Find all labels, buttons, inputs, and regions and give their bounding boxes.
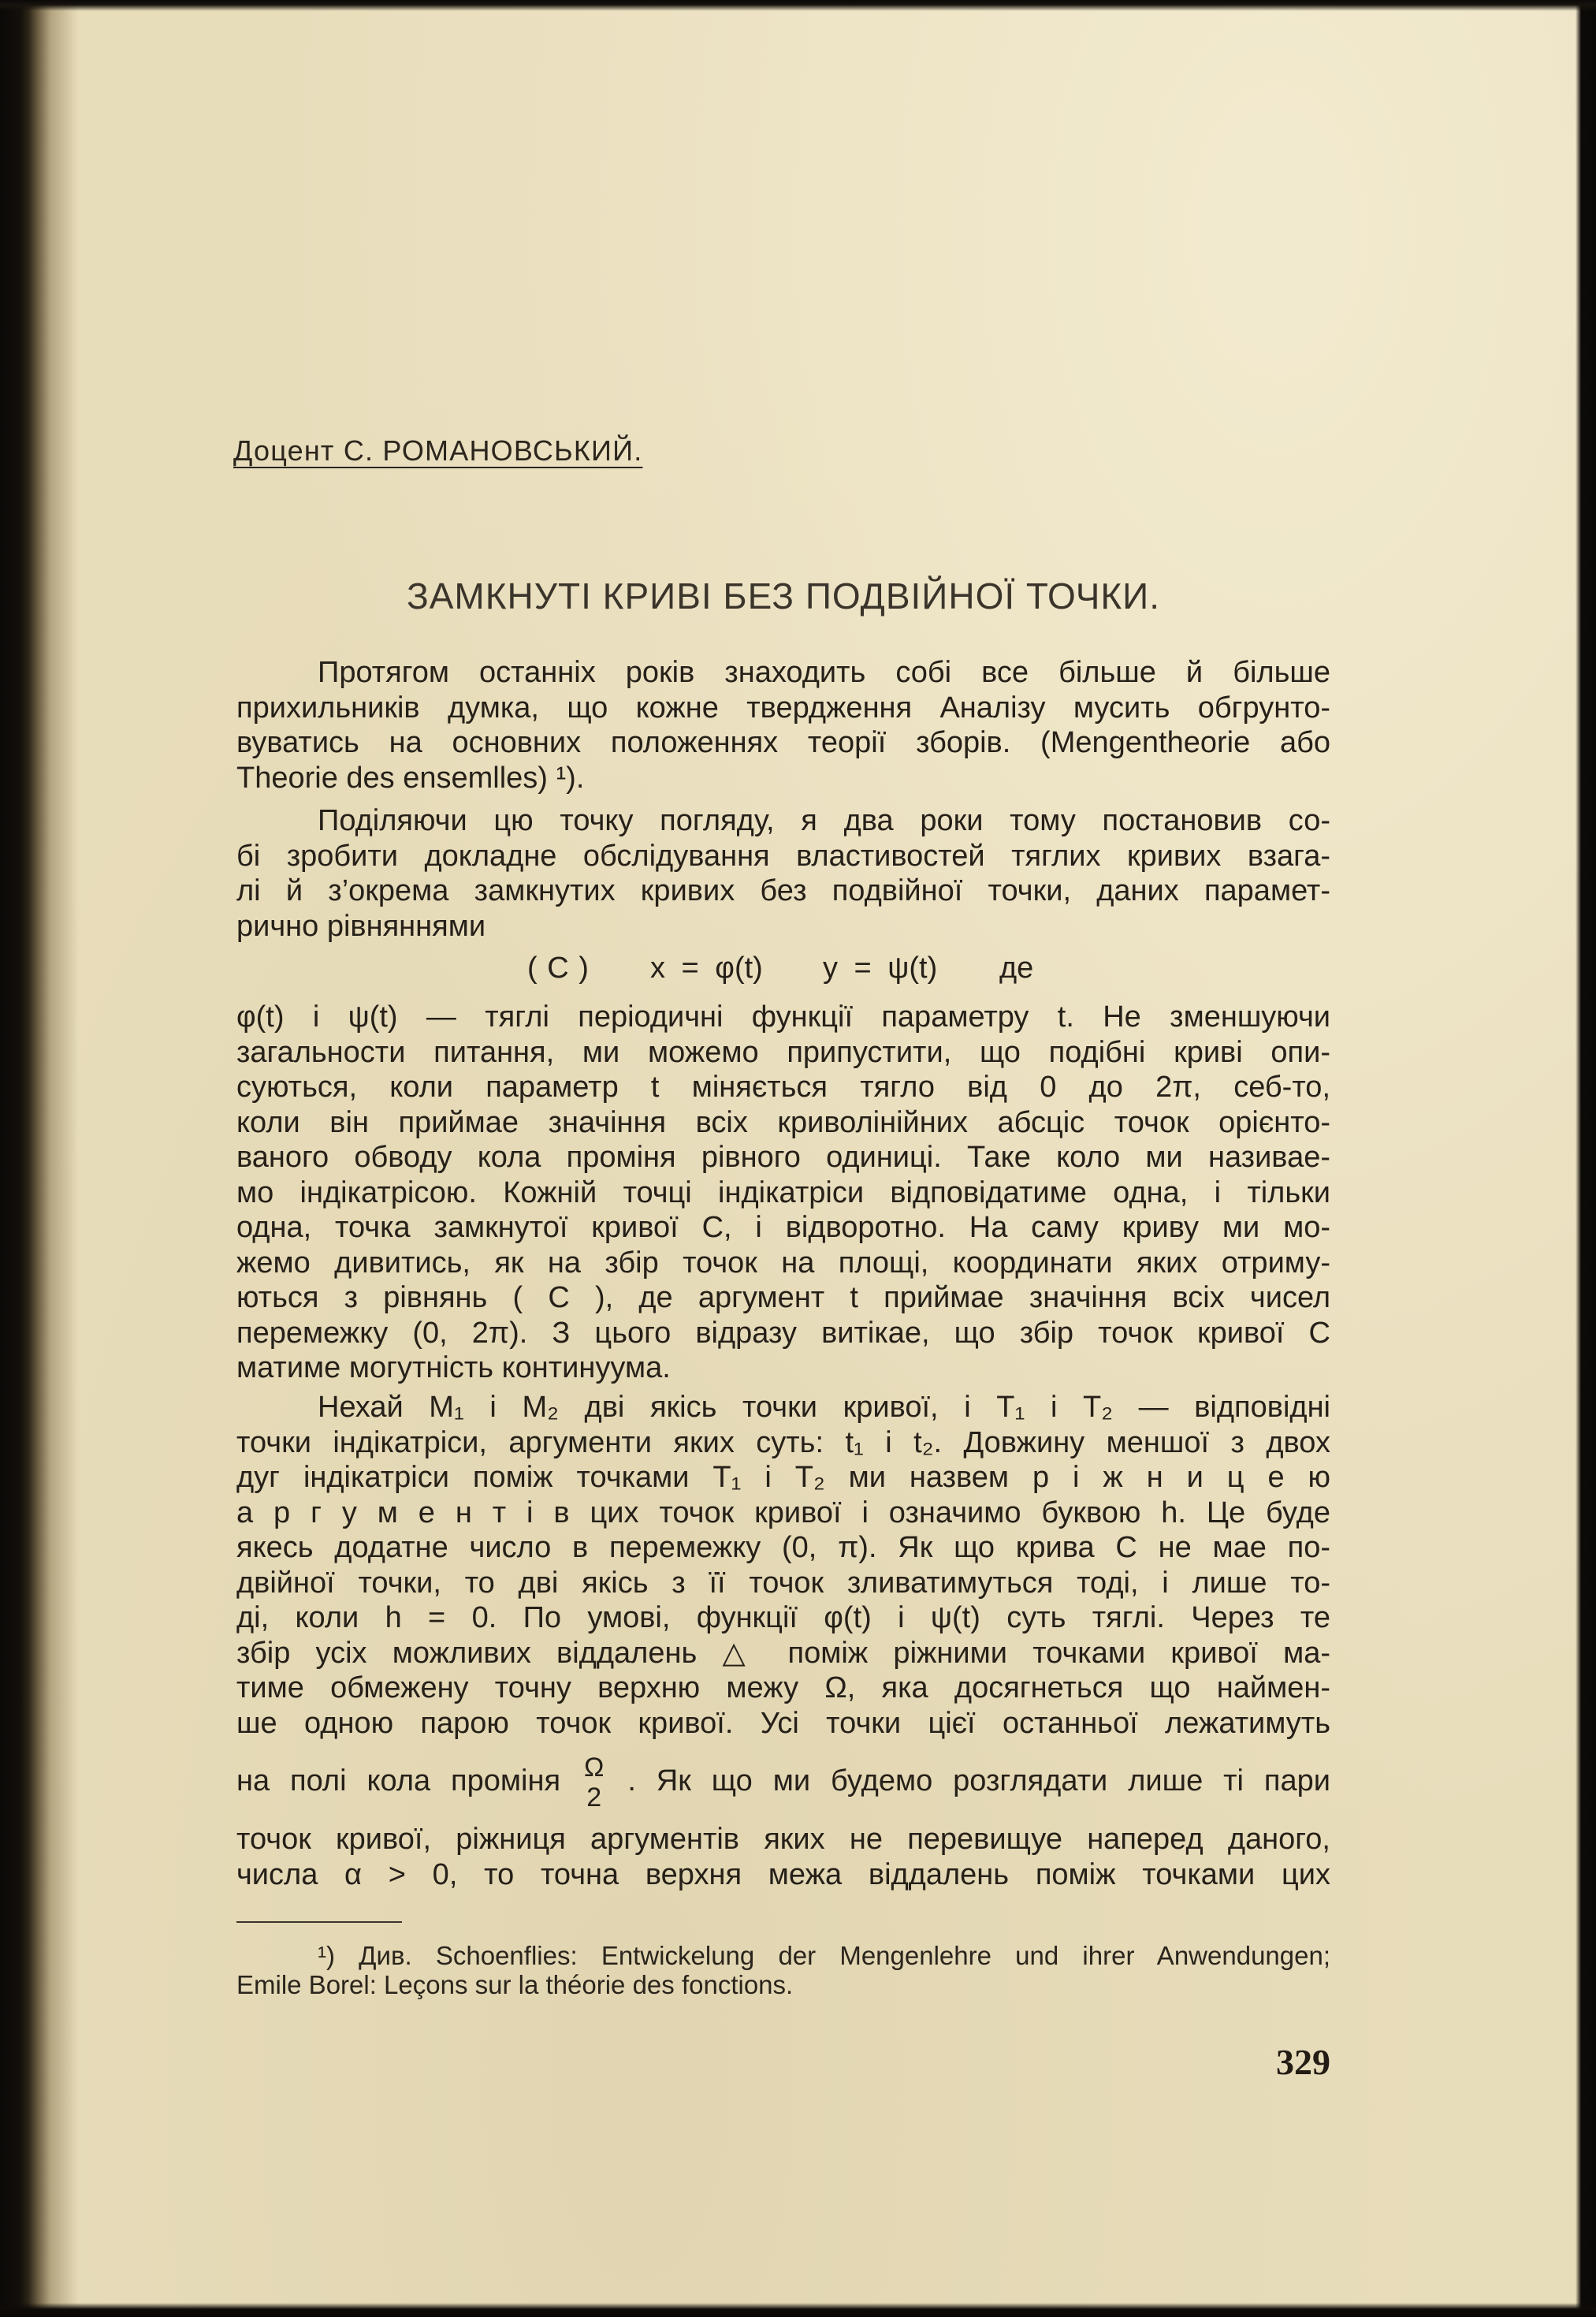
paragraph-4-line-13: числа α > 0, то точна верхня межа віддалень поміж точками цих [236,1857,1330,1891]
paragraph-2-line-4: рично рівняннями [236,909,486,943]
parametric-equation [236,951,1330,986]
body-text [236,655,1330,1892]
paragraph-4-line-10: ше одною парою точок кривої. Усі точки цієї останньої лежатимуть [236,1706,1330,1740]
fraction-numerator: Ω [583,1752,605,1782]
paragraph-3 [236,1000,1330,1386]
paragraph-3-line-8: жемо дивитись, як на збір точок на площі, координати яких отриму- [236,1246,1330,1280]
author-line: Доцент С. РОМАНОВСЬКИЙ. [233,434,643,467]
paragraph-1-line-3: вуватись на основних положеннях теорії зборів. (Mengentheorie або [236,726,1330,759]
paragraph-4-line-6: двійної точки, то дві якісь з її точок зливатимуться тоді, і лише то- [236,1566,1330,1600]
scan-border-left [0,0,79,2317]
omega-half-fraction [584,1753,604,1812]
paragraph-3-line-5: ваного обводу кола проміня рівного одиниці. Таке коло ми називае- [236,1141,1330,1174]
equation-suffix: де [999,952,1034,985]
paragraph-3-line-7: одна, точка замкнутої кривої C, і відворотно. На саму криву ми мо- [236,1211,1330,1244]
paragraph-4-line-2: точки індікатріси, аргументи яких суть: t₁ і t₂. Довжину меншої з двох [236,1425,1330,1459]
paragraph-1 [236,655,1330,795]
footnote-separator [236,1921,402,1923]
paragraph-3-line-6: мо індікатрісою. Кожній точці індікатріси відповідатиме одна, і тільки [236,1175,1330,1209]
paragraph-4-line-12: точок кривої, ріжниця аргументів яких не перевищуе наперед даного, [236,1823,1330,1856]
paragraph-1-line-4: Theorie des ensemlles) ¹). [236,761,585,795]
equation-x: x = φ(t) [650,952,763,985]
footnote [236,1941,1330,1999]
paragraph-4 [236,1390,1330,1892]
paragraph-4-fraction-line [236,1741,1330,1822]
footnote-line-1: ¹) Див. Schoenflies: Entwickelung der Mengenlehre und ihrer Anwendungen; [318,1941,1330,1970]
paragraph-3-line-2: загальности питання, ми можемо припустити, що подібні криві опи- [236,1035,1330,1069]
paragraph-4-line-8: збір усіх можливих віддалень △ поміж ріжними точками кривої ма- [236,1636,1330,1670]
paragraph-2 [236,803,1330,944]
paragraph-2-line-2: бі зробити докладне обслідування властивостей тяглих кривих взага- [236,839,1330,873]
page-number: 329 [1276,2042,1330,2082]
paragraph-3-line-11: матиме могутність континуума. [236,1351,671,1384]
fraction-denominator: 2 [586,1782,602,1812]
scan-border-bottom [0,2303,1596,2317]
paragraph-4-line-3: дуг індікатріси поміж точками T₁ і T₂ ми назвем р і ж н и ц е ю [236,1461,1330,1494]
paragraph-1-line-1: Протягом останніх років знаходить собі все більше й більше [318,656,1330,689]
footnote-line-2: Emile Borel: Leçons sur la théorie des fonctions. [236,1970,794,1999]
paper-title: ЗАМКНУТІ КРИВІ БЕЗ ПОДВІЙНОЇ ТОЧКИ. [406,576,1161,617]
paragraph-4-line-7: ді, коли h = 0. По умові, функції φ(t) і ψ(t) суть тяглі. Через те [236,1601,1330,1634]
paragraph-3-line-4: коли він приймае значіння всіх криволінійних абсціс точок орієнто- [236,1105,1330,1139]
paragraph-4-line-4: а р г у м е н т і в цих точок кривої і означимо буквою h. Це буде [236,1496,1330,1529]
paragraph-1-line-2: прихильників думка, що кожне твердження Аналізу мусить обгрунто- [236,691,1330,725]
paragraph-3-line-10: перемежку (0, 2π). З цього відразу витікае, що збір точок кривої C [236,1316,1330,1350]
paragraph-3-line-9: ються з рівнянь ( C ), де аргумент t приймае значіння всіх чисел [236,1281,1330,1314]
paragraph-4-line-1: Нехай M₁ і M₂ дві якісь точки кривої, і T₁ і T₂ — відповідні [318,1391,1330,1424]
paragraph-2-line-1: Поділяючи цю точку погляду, я два роки тому постановив со- [318,804,1330,837]
scan-border-right [1576,0,1596,2317]
scan-border-top [0,0,1596,11]
paragraph-4-line-5: якесь додатне число в перемежку (0, π). Як що крива C не мае по- [236,1531,1330,1564]
equation-label: ( C ) [527,952,589,985]
fraction-line-after: . Як що ми будемо розглядати лише ті пари [627,1764,1331,1797]
paragraph-4-line-9: тиме обмежену точну верхню межу Ω, яка досягнеться що наймен- [236,1671,1330,1704]
equation-y: y = ψ(t) [823,952,938,985]
fraction-line-before: на полі кола проміня [236,1764,561,1797]
paragraph-2-line-3: лі й з’окрема замкнутих кривих без подвійної точки, даних парамет- [236,874,1330,907]
paragraph-3-line-3: суються, коли параметр t міняється тягло від 0 до 2π, себ-то, [236,1071,1330,1104]
paragraph-3-line-1: φ(t) і ψ(t) — тяглі періодичні функції параметру t. Не зменшуючи [236,1000,1330,1034]
